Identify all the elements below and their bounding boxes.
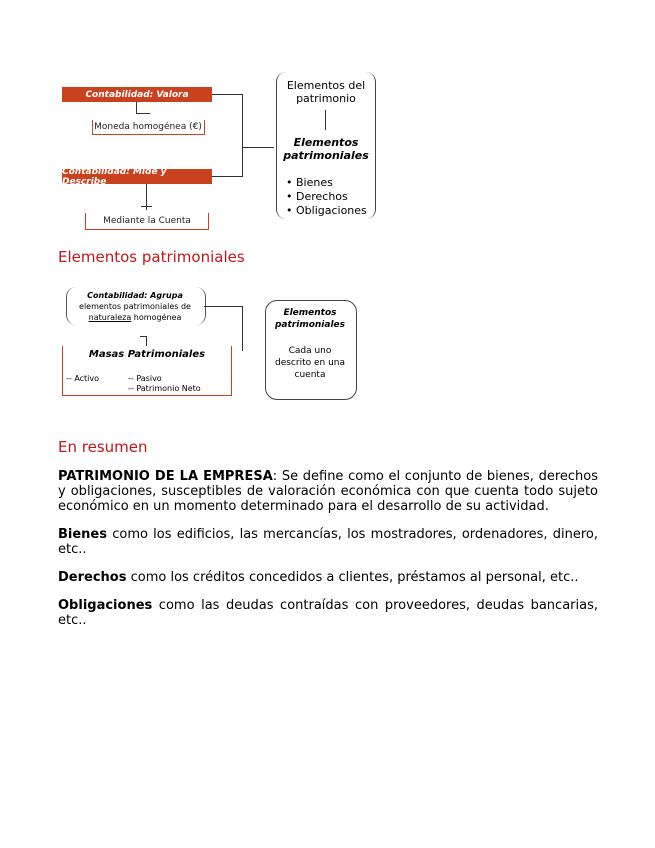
heading-en-resumen: En resumen bbox=[58, 438, 148, 456]
box-contabilidad-mide: Contabilidad: Mide y Describe bbox=[62, 169, 212, 184]
panel-item-bienes: • Bienes bbox=[286, 176, 333, 189]
masas-activo: -- Activo bbox=[66, 374, 100, 383]
paragraph-obligaciones: Obligaciones como las deudas contraídas con proveedores, deudas bancarias, etc.. bbox=[58, 598, 598, 628]
heading-elementos-patrimoniales: Elementos patrimoniales bbox=[58, 248, 245, 266]
paragraph-bienes: Bienes como los edificios, las mercancías, los mostradores, ordenadores, dinero, etc.. bbox=[58, 527, 598, 557]
masas-title: Masas Patrimoniales bbox=[88, 349, 206, 360]
agrupa-line2: elementos patrimoniales de bbox=[79, 302, 191, 311]
panel-title: Elementos patrimoniales bbox=[283, 136, 369, 162]
panel-item-obligaciones: • Obligaciones bbox=[286, 204, 367, 217]
box-mediante-cuenta: Mediante la Cuenta bbox=[85, 213, 209, 230]
cuenta-panel-text: Cada uno descrito en una cuenta bbox=[274, 346, 345, 380]
box-moneda-homogenea: Moneda homogénea (€) bbox=[92, 120, 205, 135]
box-contabilidad-valora: Contabilidad: Valora bbox=[62, 87, 212, 102]
paragraph-derechos: Derechos como los créditos concedidos a clientes, préstamos al personal, etc.. bbox=[58, 570, 579, 585]
cuenta-panel-title: Elementos patrimoniales bbox=[274, 308, 345, 330]
panel-item-derechos: • Derechos bbox=[286, 190, 348, 203]
panel-top-text: Elementos del patrimonio bbox=[286, 79, 366, 105]
agrupa-line1: Contabilidad: Agrupa bbox=[87, 291, 183, 300]
paragraph-patrimonio: PATRIMONIO DE LA EMPRESA: Se define como el conjunto de bienes, derechos y obligaciones, susceptibles de valoración económica con que cuenta todo sujeto económico en un momento determinado para el desarrollo de su actividad. bbox=[58, 469, 598, 514]
masas-pasivo: -- Pasivo bbox=[128, 374, 162, 383]
masas-patrimonio-neto: -- Patrimonio Neto bbox=[128, 384, 201, 393]
agrupa-line3: naturaleza homogénea bbox=[88, 313, 182, 322]
